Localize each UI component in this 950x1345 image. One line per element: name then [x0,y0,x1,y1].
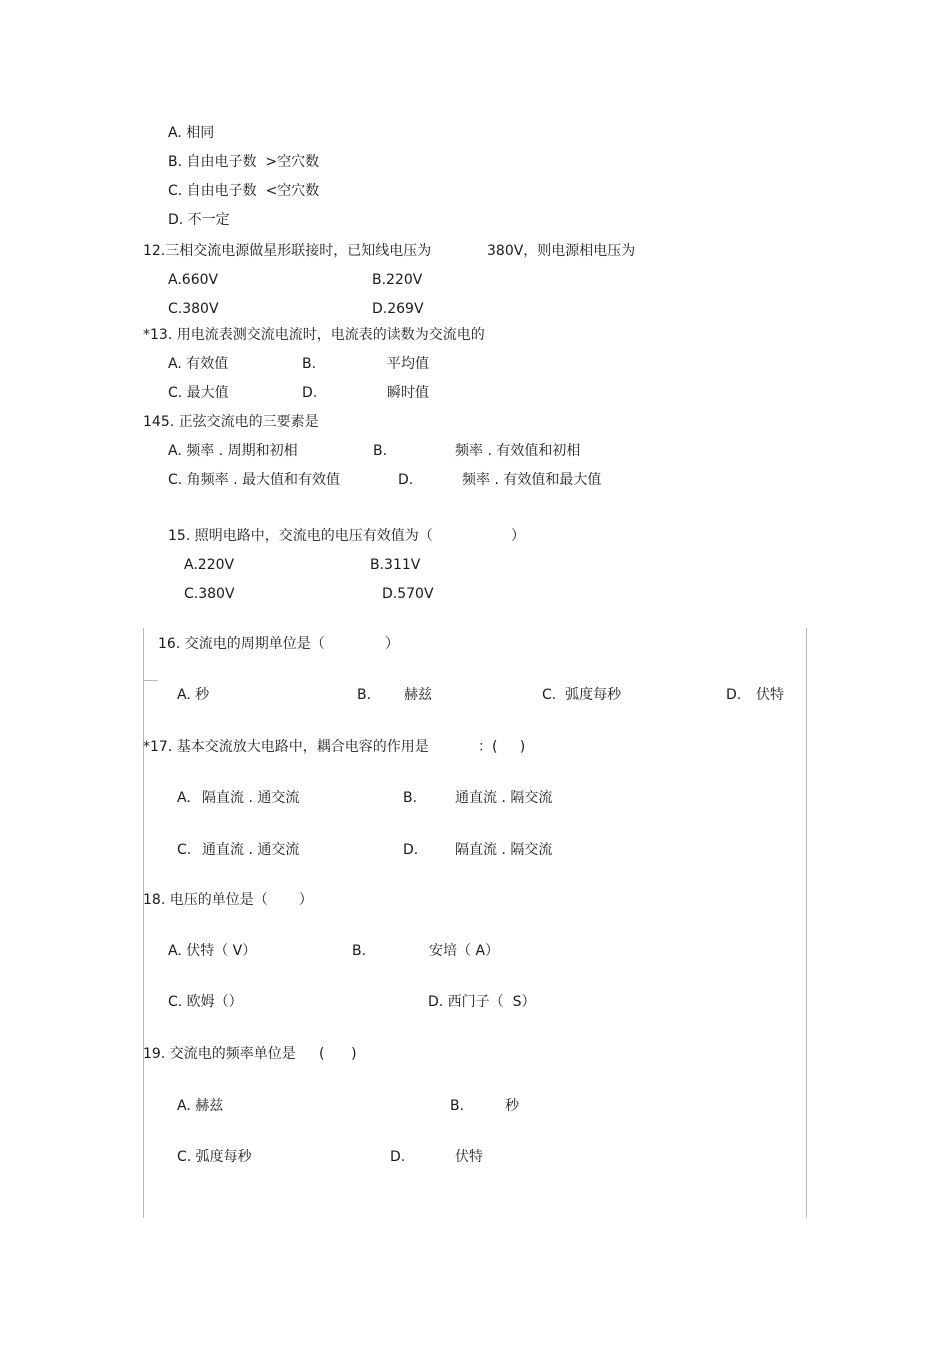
q18-option-a: A. 伏特（ V） [168,943,257,959]
q19-option-d-text: 伏特 [455,1149,483,1165]
q11-option-b: B. 自由电子数 >空穴数 [168,154,320,170]
q13-option-b-text: 平均值 [387,356,429,372]
q17-option-d-letter: D. [403,842,419,858]
q17-option-a-letter: A. [177,790,191,806]
q16-option-a: A. 秒 [177,687,210,703]
q19-option-c: C. 弧度每秒 [177,1149,252,1165]
q17-option-d-text: 隔直流 . 隔交流 [455,842,553,858]
q15-stem: 15. 照明电路中，交流电的电压有效值为（ [168,528,433,544]
q15-option-b: B.311V [370,557,421,573]
q15-option-d: D.570V [382,586,434,602]
q11-option-a: A. 相同 [168,125,215,141]
q19-option-a: A. 赫兹 [177,1098,224,1114]
q16-option-b-text: 赫兹 [404,687,432,703]
q12-stem-tail: 380V，则电源相电压为 [487,243,636,259]
frame-corner-line [143,680,158,681]
q13-option-a: A. 有效值 [168,356,229,372]
q17-option-a-text: 隔直流 . 通交流 [202,790,300,806]
q16-stem-close: ） [385,636,399,652]
q19-option-d-letter: D. [390,1149,406,1165]
q17-option-c-text: 通直流 . 通交流 [202,842,300,858]
q13-option-b-letter: B. [302,356,317,372]
q19-option-b-letter: B. [450,1098,465,1114]
q18-option-b-text: 安培（ A） [429,943,500,959]
q11-option-c: C. 自由电子数 <空穴数 [168,183,320,199]
q14-option-c: C. 角频率 . 最大值和有效值 [168,472,341,488]
q16-option-d-letter: D. [726,687,742,703]
q14-option-b-text: 频率 . 有效值和初相 [455,443,581,459]
q18-option-d: D. 西门子（ S） [428,994,536,1010]
q19-option-b-text: 秒 [505,1098,519,1114]
q13-stem: *13. 用电流表测交流电流时，电流表的读数为交流电的 [143,327,485,343]
q14-option-a: A. 频率 . 周期和初相 [168,443,298,459]
q13-option-d-letter: D. [302,385,318,401]
q14-option-d-letter: D. [398,472,414,488]
q13-option-d-text: 瞬时值 [387,385,429,401]
q17-option-b-text: 通直流 . 隔交流 [455,790,553,806]
q16-option-d-text: 伏特 [756,687,784,703]
q14-option-b-letter: B. [373,443,388,459]
q17-stem: *17. 基本交流放大电路中，耦合电容的作用是 [143,739,429,755]
q15-option-c: C.380V [184,586,235,602]
q15-stem-close: ） [511,528,525,544]
q19-stem-paren: ( ) [319,1046,357,1062]
q12-option-d: D.269V [372,301,424,317]
q12-option-c: C.380V [168,301,219,317]
q17-option-c-letter: C. [177,842,192,858]
q16-option-c: C. 弧度每秒 [542,687,622,703]
q14-option-d-text: 频率 . 有效值和最大值 [462,472,602,488]
frame-right-line [806,628,807,1218]
q18-option-b-letter: B. [352,943,367,959]
q16-stem: 16. 交流电的周期单位是（ [158,636,325,652]
q11-option-d: D. 不一定 [168,212,230,228]
q17-option-b-letter: B. [403,790,418,806]
q17-stem-tail: ：( ) [478,739,526,755]
frame-left-line [143,628,144,1218]
q12-stem: 12.三相交流电源做星形联接时，已知线电压为 [143,243,432,259]
q18-stem: 18. 电压的单位是（ ） [143,892,313,908]
q19-stem: 19. 交流电的频率单位是 [143,1046,296,1062]
q16-option-b-letter: B. [357,687,372,703]
q18-option-c: C. 欧姆（） [168,994,243,1010]
q14-stem: 145. 正弦交流电的三要素是 [143,414,319,430]
q12-option-a: A.660V [168,272,219,288]
q12-option-b: B.220V [372,272,423,288]
q15-option-a: A.220V [184,557,235,573]
q13-option-c: C. 最大值 [168,385,229,401]
